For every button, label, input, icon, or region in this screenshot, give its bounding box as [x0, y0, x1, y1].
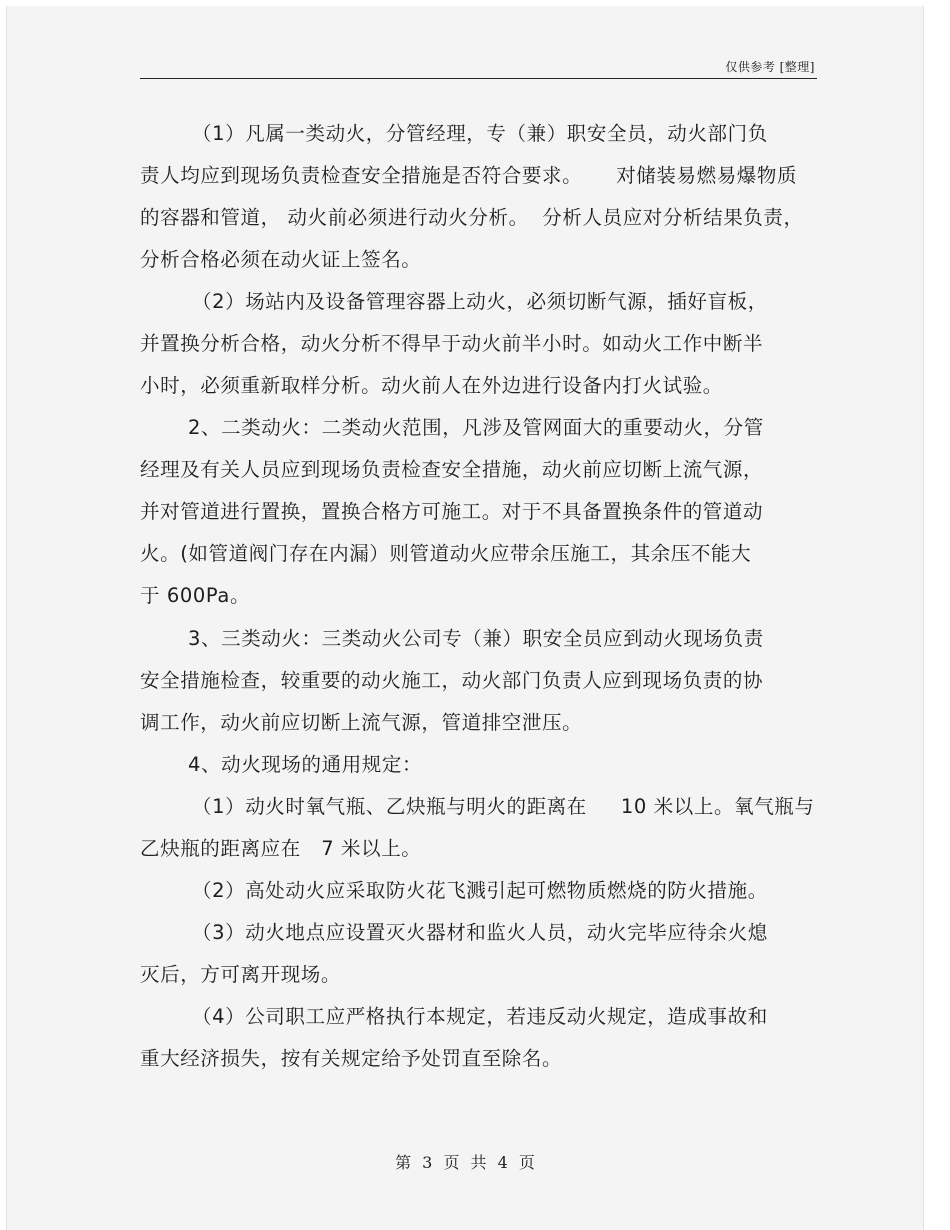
body-line: 灭后，方可离开现场。: [140, 963, 342, 986]
page-header: [140, 54, 817, 79]
body-line: （2）高处动火应采取防火花飞溅引起可燃物质燃烧的防火措施。: [192, 879, 768, 902]
body-line: 分析合格必须在动火证上签名。: [140, 248, 422, 271]
body-line: 的容器和管道， 动火前必须进行动火分析。 分析人员应对分析结果负责，: [140, 206, 804, 229]
body-line: 于 600Pa。: [140, 584, 251, 607]
header-text: 仅供参考 [整理]: [725, 60, 815, 74]
body-line: 重大经济损失，按有关规定给予处罚直至除名。: [140, 1047, 563, 1070]
body-line: 责人均应到现场负责检查安全措施是否符合要求。 对储装易燃易爆物质: [140, 164, 798, 187]
body-line: 火。(如管道阀门存在内漏）则管道动火应带余压施工，其余压不能大: [140, 542, 752, 565]
body-line: 经理及有关人员应到现场负责检查安全措施，动火前应切断上流气源，: [140, 458, 764, 481]
body-line: （1）凡属一类动火，分管经理，专（兼）职安全员，动火部门负: [192, 122, 768, 145]
body-line: （3）动火地点应设置灭火器材和监火人员，动火完毕应待余火熄: [192, 921, 768, 944]
body-line: 乙炔瓶的距离应在 7 米以上。: [140, 837, 422, 860]
document-page: [6, 6, 924, 1230]
body-line: 3、三类动火：三类动火公司专（兼）职安全员应到动火现场负责: [188, 627, 764, 650]
body-line: 调工作，动火前应切断上流气源，管道排空泄压。: [140, 711, 583, 734]
body-line: 4、动火现场的通用规定：: [188, 753, 423, 776]
body-line: 并对管道进行置换，置换合格方可施工。对于不具备置换条件的管道动: [140, 500, 764, 523]
body-line: 2、二类动火：二类动火范围，凡涉及管网面大的重要动火，分管: [188, 416, 764, 439]
body-line: 安全措施检查，较重要的动火施工，动火部门负责人应到现场负责的协: [140, 669, 764, 692]
body-line: 小时，必须重新取样分析。动火前人在外边进行设备内打火试验。: [140, 374, 723, 397]
page-footer: 第 3 页 共 4 页: [395, 1153, 535, 1172]
body-line: （4）公司职工应严格执行本规定，若违反动火规定，造成事故和: [192, 1005, 768, 1028]
body-line: 并置换分析合格，动火分析不得早于动火前半小时。如动火工作中断半: [140, 332, 764, 355]
body-line: （2）场站内及设备管理容器上动火，必须切断气源，插好盲板，: [192, 290, 768, 313]
body-line: （1）动火时氧气瓶、乙炔瓶与明火的距离在 10 米以上。氧气瓶与: [192, 795, 815, 818]
